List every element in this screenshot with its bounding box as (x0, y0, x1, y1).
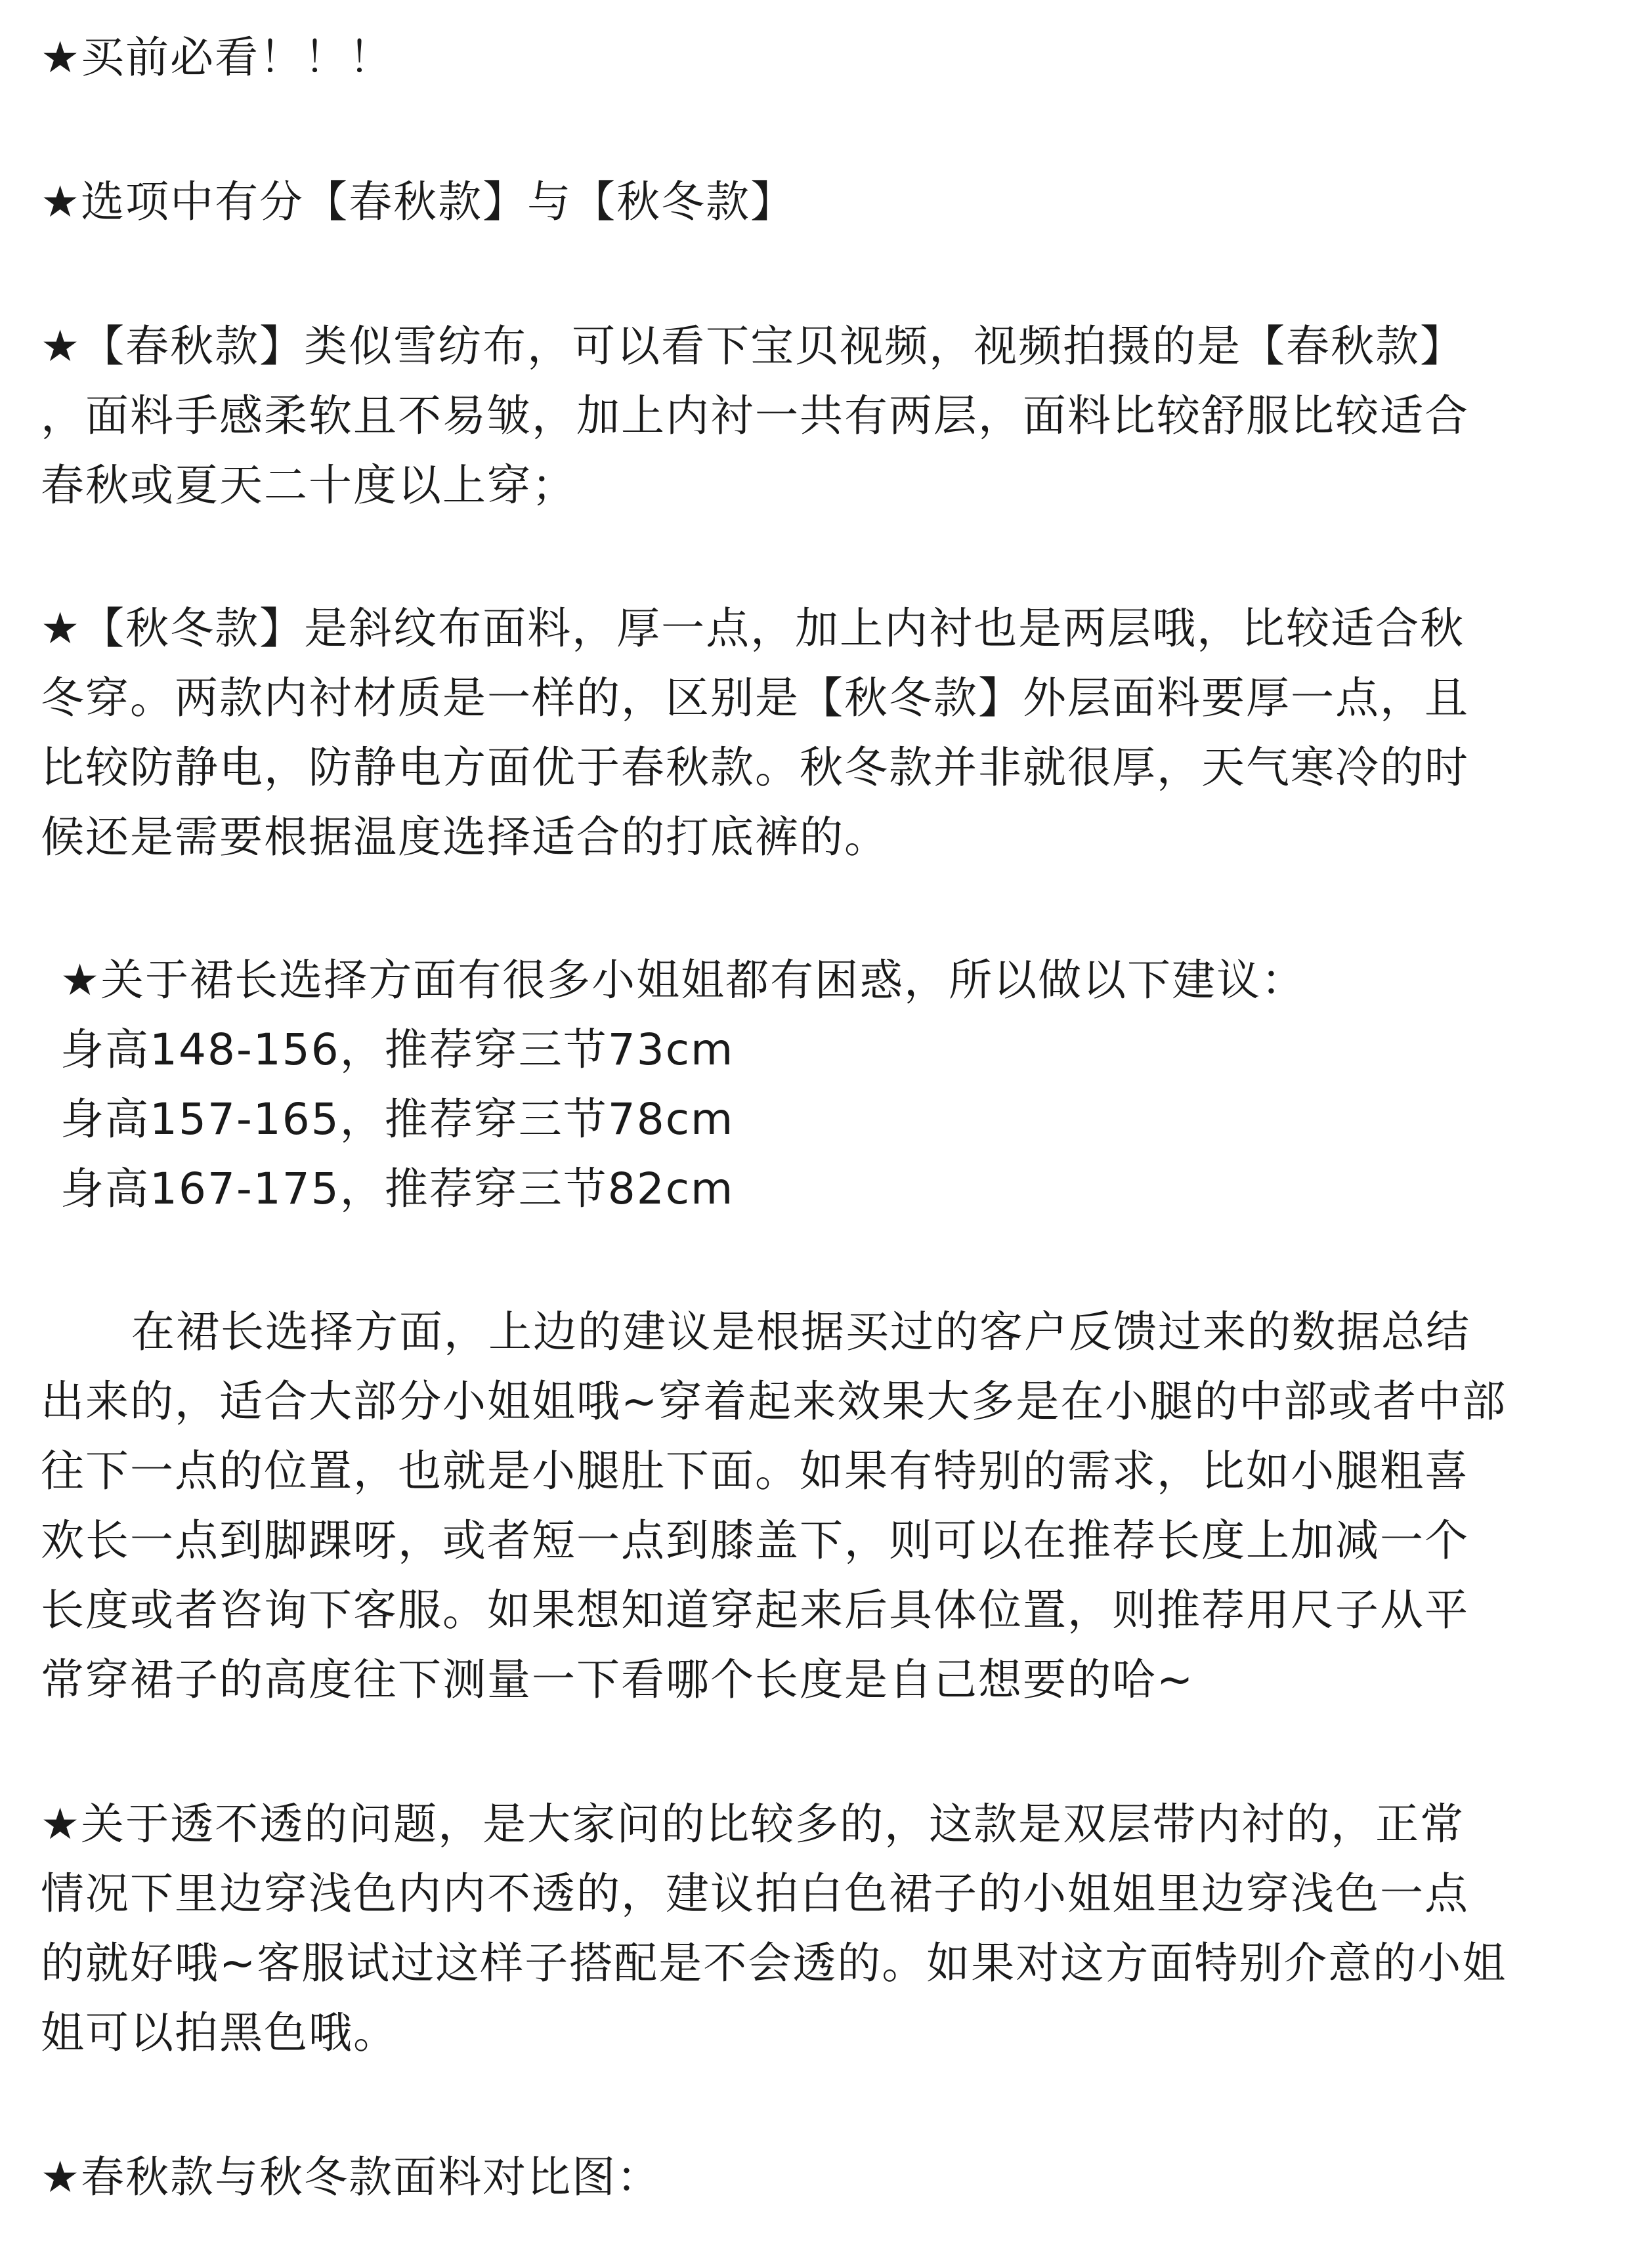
transparency-line-3: 的就好哦~客服试过这样子搭配是不会透的。如果对这方面特别介意的小姐 (41, 1938, 1507, 1988)
length-explanation-line-3: 往下一点的位置，也就是小腿肚下面。如果有特别的需求，比如小腿粗喜 (41, 1446, 1469, 1496)
length-explanation-line-5: 长度或者咨询下客服。如果想知道穿起来后具体位置，则推荐用尺子从平 (41, 1585, 1469, 1635)
autumn-winter-line-2: 冬穿。两款内衬材质是一样的，区别是【秋冬款】外层面料要厚一点，且 (41, 673, 1469, 723)
spring-autumn-line-1: ★【春秋款】类似雪纺布，可以看下宝贝视频，视频拍摄的是【春秋款】 (41, 321, 1465, 371)
transparency-line-1: ★关于透不透的问题，是大家问的比较多的，这款是双层带内衬的，正常 (41, 1799, 1465, 1849)
autumn-winter-line-3: 比较防静电，防静电方面优于春秋款。秋冬款并非就很厚，天气寒冷的时 (41, 742, 1469, 793)
spring-autumn-line-3: 春秋或夏天二十度以上穿； (41, 460, 576, 511)
options-note: ★选项中有分【春秋款】与【秋冬款】 (41, 177, 796, 227)
length-recommendation-2: 身高157-165，推荐穿三节78cm (60, 1094, 735, 1144)
autumn-winter-line-4: 候还是需要根据温度选择适合的打底裤的。 (41, 812, 889, 862)
autumn-winter-line-1: ★【秋冬款】是斜纹布面料，厚一点，加上内衬也是两层哦，比较适合秋 (41, 603, 1465, 654)
transparency-line-4: 姐可以拍黑色哦。 (41, 2007, 398, 2058)
length-intro: ★关于裙长选择方面有很多小姐姐都有困惑，所以做以下建议： (60, 955, 1306, 1005)
title-line: ★买前必看！！！ (41, 32, 394, 83)
comparison-heading: ★春秋款与秋冬款面料对比图： (41, 2152, 662, 2202)
length-explanation-line-1: 在裙长选择方面，上边的建议是根据买过的客户反馈过来的数据总结 (131, 1307, 1470, 1357)
length-explanation-line-6: 常穿裙子的高度往下测量一下看哪个长度是自己想要的哈~ (41, 1654, 1195, 1705)
length-explanation-line-2: 出来的，适合大部分小姐姐哦~穿着起来效果大多是在小腿的中部或者中部 (41, 1376, 1507, 1427)
length-recommendation-1: 身高148-156，推荐穿三节73cm (60, 1024, 735, 1075)
length-explanation-line-4: 欢长一点到脚踝呀，或者短一点到膝盖下，则可以在推荐长度上加减一个 (41, 1515, 1469, 1566)
spring-autumn-line-2: ，面料手感柔软且不易皱，加上内衬一共有两层，面料比较舒服比较适合 (41, 390, 1469, 441)
transparency-line-2: 情况下里边穿浅色内内不透的，建议拍白色裙子的小姐姐里边穿浅色一点 (41, 1868, 1469, 1919)
length-recommendation-3: 身高167-175，推荐穿三节82cm (60, 1164, 735, 1214)
